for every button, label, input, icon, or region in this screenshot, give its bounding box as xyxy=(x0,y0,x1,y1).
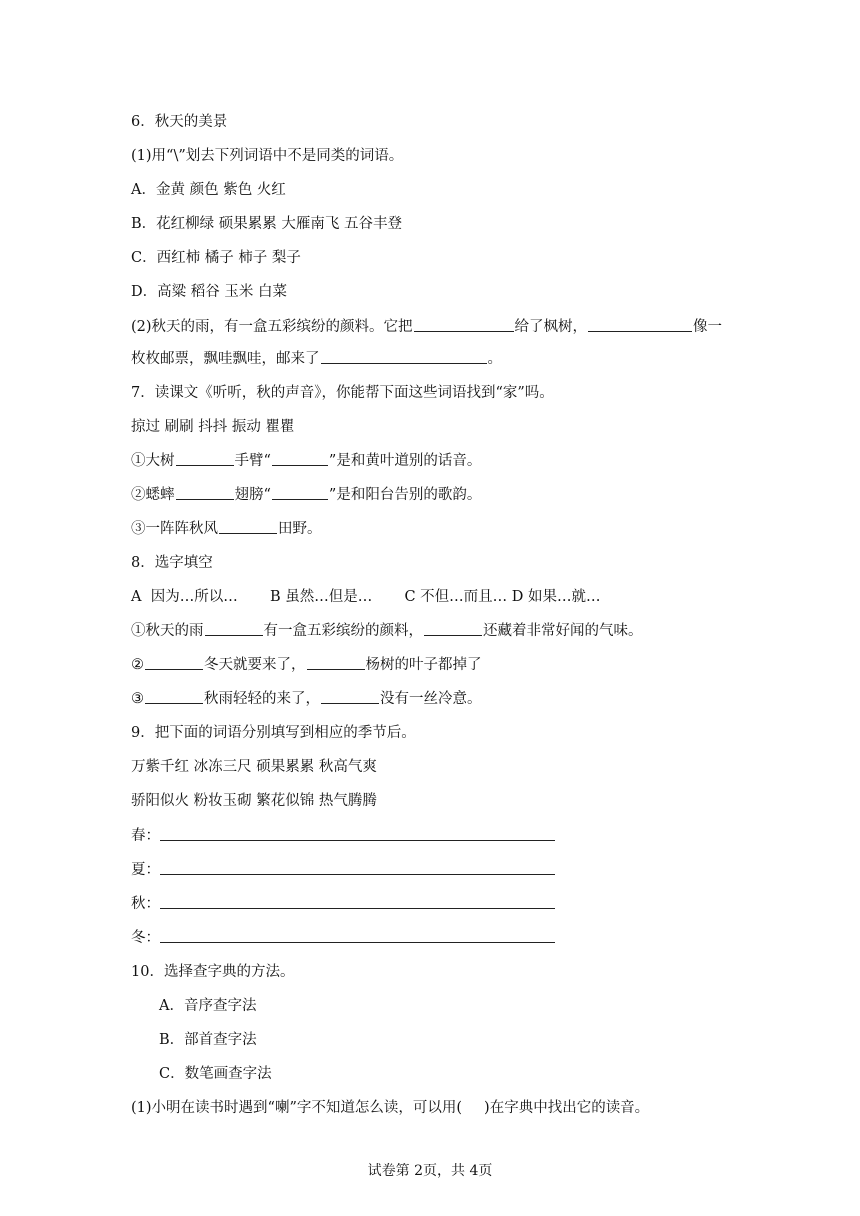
q9-autumn-label: 秋： xyxy=(131,896,160,912)
q8-s3-text-c: 没有一丝冷意。 xyxy=(380,691,482,707)
q10-part1-text-a: (1)小明在读书时遇到“喇”字不知道怎么读，可以用( xyxy=(131,1100,463,1116)
answer-blank[interactable] xyxy=(219,519,277,534)
q7-title: 7．读课文《听听，秋的声音》，你能帮下面这些词语找到“家”吗。 xyxy=(131,385,554,401)
q10-part1-text-b: )在字典中找出它的读音。 xyxy=(484,1100,650,1116)
q8-s1-text-b: 有一盒五彩缤纷的颜料， xyxy=(263,623,423,639)
answer-blank[interactable] xyxy=(424,621,482,636)
q7-s1-text-b: 手臂“ xyxy=(234,453,271,469)
q6-title: 6．秋天的美景 xyxy=(131,114,228,130)
q6-option-b: B．花红柳绿 硕果累累 大雁南飞 五谷丰登 xyxy=(131,216,402,232)
q9-word-bank-2: 骄阳似火 粉妆玉砌 繁花似锦 热气腾腾 xyxy=(131,793,377,809)
q7-sentence-2 xyxy=(131,485,481,505)
winter-answer-line[interactable] xyxy=(160,942,555,943)
q8-s3-text-a: ③ xyxy=(131,691,144,707)
q6-option-d: D．高粱 稻谷 玉米 白菜 xyxy=(131,284,287,300)
q7-s3-text-b: 田野。 xyxy=(278,521,322,537)
q8-s2-text-b: 冬天就要来了， xyxy=(204,657,306,673)
q7-s2-text-a: ②蟋蟀 xyxy=(131,487,175,503)
q8-s1-text-a: ①秋天的雨 xyxy=(131,623,204,639)
q8-title: 8．选字填空 xyxy=(131,555,213,571)
answer-blank[interactable] xyxy=(321,689,379,704)
q7-s1-text-c: ”是和黄叶道别的话音。 xyxy=(328,453,482,469)
q8-s2-text-a: ② xyxy=(131,657,144,673)
q9-winter-label: 冬： xyxy=(131,930,160,946)
q10-part1 xyxy=(131,1098,649,1118)
q10-title: 10．选择查字典的方法。 xyxy=(131,964,295,980)
q10-option-a: A．音序查字法 xyxy=(159,998,257,1014)
q9-summer-label: 夏： xyxy=(131,862,160,878)
answer-blank[interactable] xyxy=(321,349,487,364)
q10-option-c: C．数笔画查字法 xyxy=(159,1066,272,1082)
answer-blank[interactable] xyxy=(272,485,328,500)
answer-blank[interactable] xyxy=(176,451,234,466)
q8-s3-text-b: 秋雨轻轻的来了， xyxy=(204,691,320,707)
answer-blank[interactable] xyxy=(176,485,234,500)
q6-part2-text-e: 。 xyxy=(487,351,502,367)
q6-part2-text-b: 给了枫树， xyxy=(514,319,588,335)
q6-part1-instruction: (1)用“\”划去下列词语中不是同类的词语。 xyxy=(131,148,404,164)
q7-sentence-1 xyxy=(131,451,481,471)
q10-option-b: B．部首查字法 xyxy=(159,1032,257,1048)
q6-part2-text-d: 枚枚邮票，飘哇飘哇，邮来了 xyxy=(131,351,320,367)
q7-word-bank: 掠过 刷刷 抖抖 振动 瞿瞿 xyxy=(131,419,295,435)
q8-sentence-2 xyxy=(131,655,482,675)
page-footer: 试卷第 2页，共 4页 xyxy=(367,1163,493,1179)
q6-part2-line1 xyxy=(131,317,722,337)
spring-answer-line[interactable] xyxy=(160,840,555,841)
q8-sentence-3 xyxy=(131,689,482,709)
q9-title: 9．把下面的词语分别填写到相应的季节后。 xyxy=(131,725,416,741)
q6-part2-text-a: (2)秋天的雨，有一盒五彩缤纷的颜料。它把 xyxy=(131,319,413,335)
q7-s2-text-b: 翅膀“ xyxy=(234,487,271,503)
q6-part2-line2 xyxy=(131,349,502,369)
autumn-answer-line[interactable] xyxy=(160,908,555,909)
summer-answer-line[interactable] xyxy=(160,874,555,875)
q8-s1-text-c: 还藏着非常好闻的气味。 xyxy=(483,623,643,639)
answer-blank[interactable] xyxy=(205,621,263,636)
answer-blank[interactable] xyxy=(588,317,692,332)
q6-option-c: C．西红柿 橘子 柿子 梨子 xyxy=(131,250,301,266)
q8-options: A 因为…所以… B 虽然…但是… C 不但…而且… D 如果…就… xyxy=(131,589,601,605)
q8-sentence-1 xyxy=(131,621,643,641)
q7-s2-text-c: ”是和阳台告别的歌韵。 xyxy=(328,487,482,503)
q9-word-bank-1: 万紫千红 冰冻三尺 硕果累累 秋高气爽 xyxy=(131,759,377,775)
answer-blank[interactable] xyxy=(145,655,203,670)
q6-part2-text-c: 像一 xyxy=(693,319,723,335)
q8-s2-text-c: 杨树的叶子都掉了 xyxy=(365,657,482,673)
answer-blank[interactable] xyxy=(414,317,514,332)
q7-s3-text-a: ③一阵阵秋风 xyxy=(131,521,218,537)
q6-option-a: A．金黄 颜色 紫色 火红 xyxy=(131,182,286,198)
answer-blank[interactable] xyxy=(307,655,365,670)
q9-spring-label: 春： xyxy=(131,828,160,844)
answer-blank[interactable] xyxy=(272,451,328,466)
answer-blank[interactable] xyxy=(145,689,203,704)
q7-s1-text-a: ①大树 xyxy=(131,453,175,469)
q7-sentence-3 xyxy=(131,519,322,539)
